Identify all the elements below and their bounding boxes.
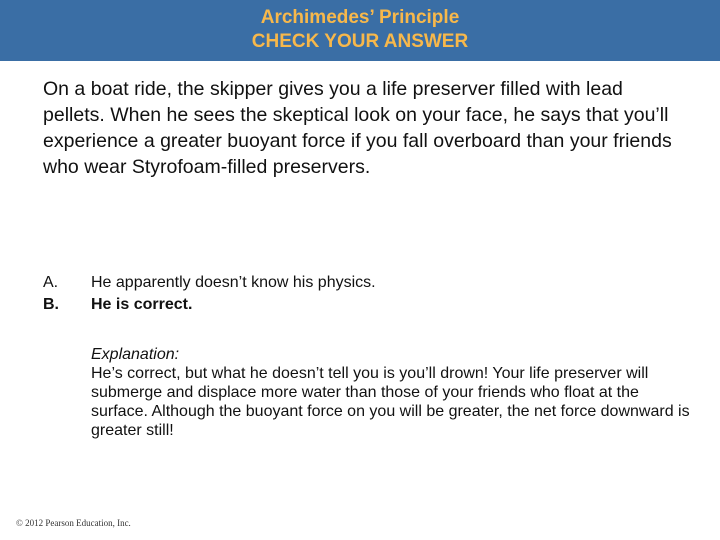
slide-subtitle: CHECK YOUR ANSWER — [251, 31, 469, 52]
option-a — [43, 272, 683, 294]
copyright-notice: © 2012 Pearson Education, Inc. — [16, 518, 131, 528]
option-b — [43, 294, 683, 316]
explanation — [91, 345, 691, 440]
slide-header — [0, 0, 720, 61]
option-a-text: He apparently doesn’t know his physics. — [91, 274, 376, 291]
option-b-letter: B. — [43, 296, 59, 313]
explanation-text: He’s correct, but what he doesn’t tell you is you’ll drown! Your life preserver will submerge and displace more water than those of your friends who float at the surface. Although the buoyant force on you will be greater, the net force downward is greater still! — [91, 365, 690, 439]
explanation-label: Explanation: — [91, 346, 180, 363]
answer-options — [43, 272, 683, 316]
option-b-text: He is correct. — [91, 296, 193, 313]
slide-title: Archimedes’ Principle — [260, 7, 460, 28]
question-text: On a boat ride, the skipper gives you a life preserver filled with lead pellets. When he sees the skeptical look on your face, he says that you’ll experience a greater buoyant force if you fall overboard than your friends who wear Styrofoam-filled preservers. — [43, 78, 672, 178]
option-a-letter: A. — [43, 274, 59, 291]
